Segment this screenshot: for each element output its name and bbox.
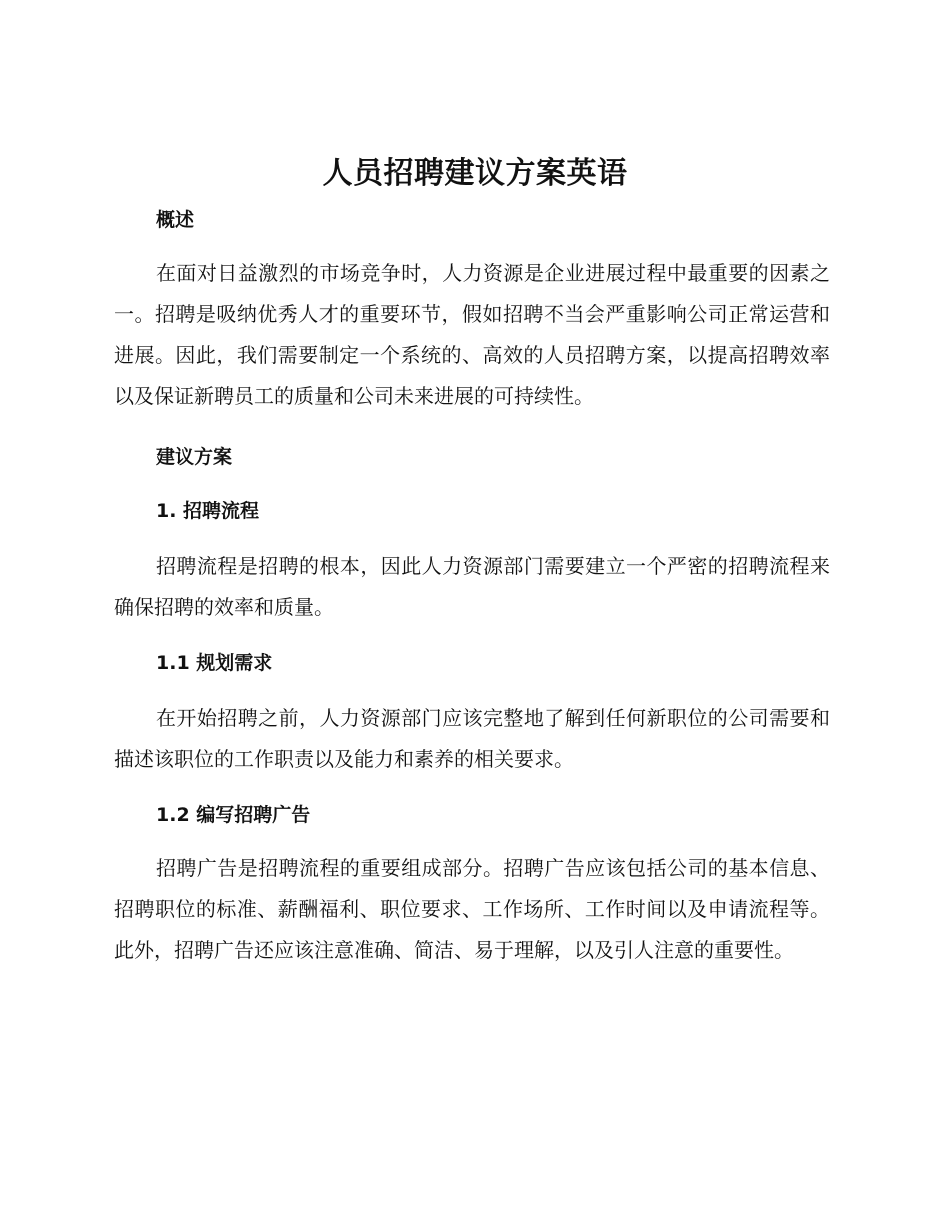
section-1-1-heading: 1.1 规划需求 [156,652,273,674]
document-title: 人员招聘建议方案英语 [322,156,628,191]
section-1-1-paragraph: 在开始招聘之前，人力资源部门应该完整地了解到任何新职位的公司需要和描述该职位的工作职责以及能力和素养的相关要求。 [114,706,830,771]
overview-heading: 概述 [156,209,195,231]
overview-paragraph: 在面对日益激烈的市场竞争时，人力资源是企业进展过程中最重要的因素之一。招聘是吸纳优秀人才的重要环节，假如招聘不当会严重影响公司正常运营和进展。因此，我们需要制定一个系统的、高效的人员招聘方案，以提高招聘效率以及保证新聘员工的质量和公司未来进展的可持续性。 [114,261,830,408]
section-1-2-heading: 1.2 编写招聘广告 [156,804,311,826]
proposal-heading: 建议方案 [156,446,233,468]
section-1-2-paragraph: 招聘广告是招聘流程的重要组成部分。招聘广告应该包括公司的基本信息、招聘职位的标准、薪酬福利、职位要求、工作场所、工作时间以及申请流程等。此外，招聘广告还应该注意准确、简洁、易于理解，以及引人注意的重要性。 [114,856,830,962]
section-1-heading: 1. 招聘流程 [156,500,260,522]
section-1-paragraph: 招聘流程是招聘的根本，因此人力资源部门需要建立一个严密的招聘流程来确保招聘的效率和质量。 [114,554,830,619]
